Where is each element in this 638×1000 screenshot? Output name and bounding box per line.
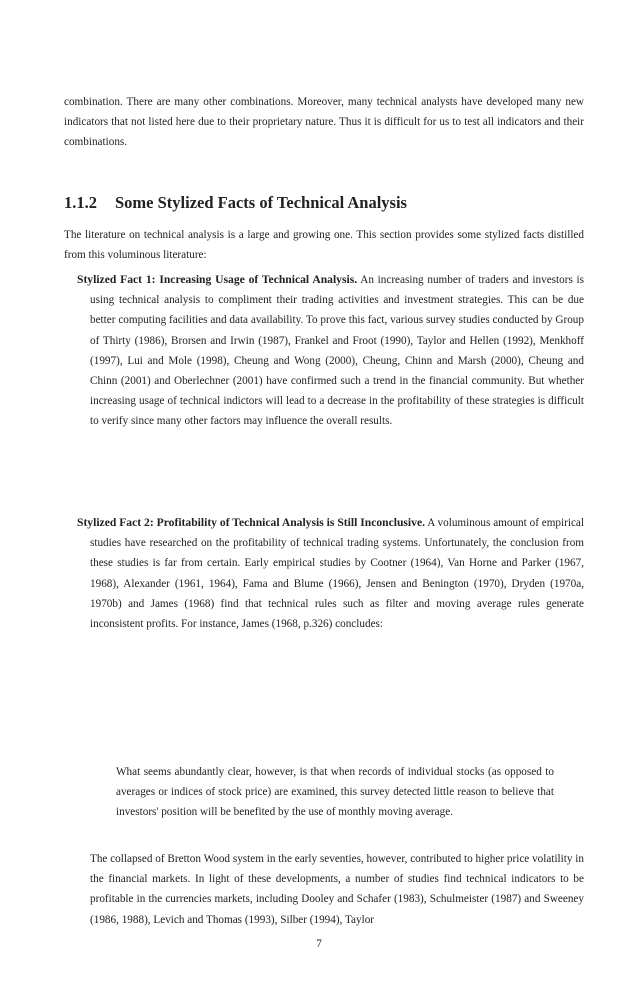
section-heading [64,193,407,213]
paragraph-intro: The literature on technical analysis is a large and growing one. This section provides some stylized facts distilled from this voluminous literature: [64,229,584,262]
stylized-fact-2-title: Stylized Fact 2: Profitability of Technical Analysis is Still Inconclusive. [77,516,425,529]
page-number: 7 [316,938,322,950]
section-number: 1.1.2 [64,193,97,212]
stylized-fact-1 [77,270,584,432]
stylized-fact-1-body: An increasing number of traders and investors is using technical analysis to compliment their trading activities and investment strategies. This can be due better computing facilities and data availability. To prove this fact, various survey studies conducted by Group of Thirty (1986), Brorsen and Irwin (1987), Frankel and Froot (1990), Taylor and Hellen (1992), Menkhoff (1997), Lui and Mole (1998), Cheung and Wong (2000), Cheung, Chinn and Marsh (2000), Cheung and Chinn (2001) and Oberlechner (2001) have confirmed such a trend in the financial community. But whether increasing usage of technical indictors will lead to a decrease in the profitability of these strategies is difficult to verify since many other factors may influence the overall results. [90,274,584,428]
paragraph-continuation: combination. There are many other combinations. Moreover, many technical analysts have developed many new indicators that not listed here due to their proprietary nature. Thus it is difficult for us to test all indicators and their combinations. [64,96,584,149]
paragraph-after-quote: The collapsed of Bretton Wood system in the early seventies, however, contributed to higher price volatility in the financial markets. In light of these developments, a number of studies find technical indicators to be profitable in the currencies markets, including Dooley and Schafer (1983), Schulmeister (1987) and Sweeney (1986, 1988), Levich and Thomas (1993), Silber (1994), Taylor [90,853,584,926]
section-title: Some Stylized Facts of Technical Analysis [115,193,407,212]
stylized-fact-1-title: Stylized Fact 1: Increasing Usage of Technical Analysis. [77,273,358,286]
stylized-fact-2 [77,513,584,634]
stylized-fact-2-body: A voluminous amount of empirical studies have researched on the profitability of technical trading systems. Unfortunately, the conclusion from these studies is far from certain. Early empirical studies by Cootner (1964), Van Horne and Parker (1967, 1968), Alexander (1961, 1964), Fama and Blume (1966), Jensen and Benington (1970), Dryden (1970a, 1970b) and James (1968) find that technical rules such as filter and moving average rules generate inconsistent profits. For instance, James (1968, p.326) concludes: [90,517,585,631]
block-quote: What seems abundantly clear, however, is that when records of individual stocks (as opposed to averages or indices of stock price) are examined, this survey detected little reason to believe that investors' position will be benefited by the use of monthly moving average. [116,766,554,819]
